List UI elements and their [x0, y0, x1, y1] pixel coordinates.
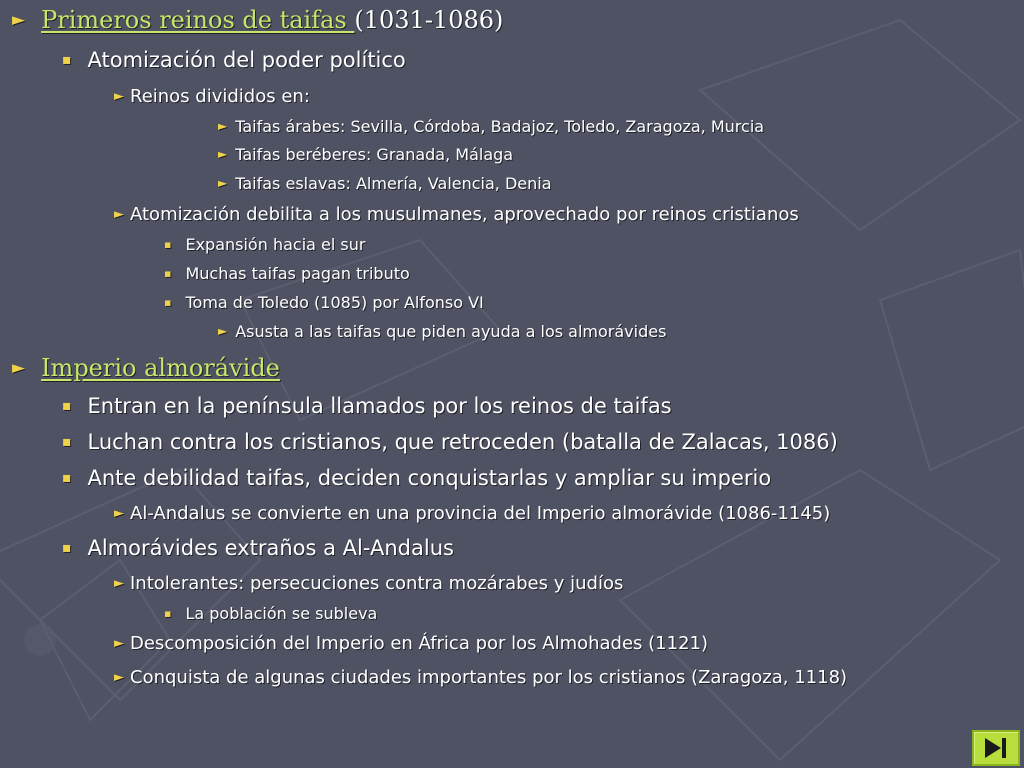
square-bullet-icon: ▪ — [62, 52, 72, 68]
list-item — [218, 322, 666, 341]
list-item — [218, 174, 552, 193]
list-item-text: Conquista de algunas ciudades importantes por los cristianos (Zaragoza, 1118) — [130, 667, 848, 688]
list-item — [218, 145, 513, 164]
square-bullet-icon: ▪ — [164, 267, 172, 280]
list-item-text: Toma de Toledo (1085) por Alfonso VI — [185, 293, 484, 312]
list-item — [62, 536, 454, 560]
list-item — [164, 264, 410, 283]
square-bullet-icon: ▪ — [62, 434, 72, 450]
list-item-text: Atomización del poder político — [87, 48, 406, 72]
list-item-text: Muchas taifas pagan tributo — [185, 264, 410, 283]
list-item-text: Asusta a las taifas que piden ayuda a los almorávides — [235, 322, 667, 341]
list-item — [164, 235, 365, 254]
list-item-text: La población se subleva — [185, 604, 378, 623]
list-item-text: Descomposición del Imperio en África por los Almohades (1121) — [130, 633, 709, 654]
arrow-bullet-icon: ► — [218, 119, 228, 133]
list-item — [62, 430, 838, 454]
square-bullet-icon: ▪ — [164, 607, 172, 620]
square-bullet-icon: ▪ — [164, 238, 172, 251]
arrow-bullet-icon: ► — [114, 89, 124, 104]
arrow-bullet-icon: ► — [12, 10, 26, 30]
square-bullet-icon: ▪ — [62, 398, 72, 414]
list-item — [164, 293, 484, 312]
list-item — [164, 604, 377, 623]
list-item-text: Intolerantes: persecuciones contra mozárabes y judíos — [130, 573, 624, 594]
arrow-bullet-icon: ► — [114, 506, 124, 521]
list-item — [114, 86, 310, 107]
arrow-bullet-icon: ► — [218, 147, 228, 161]
arrow-bullet-icon: ► — [218, 176, 228, 190]
list-item — [114, 204, 799, 225]
list-item-text: Taifas árabes: Sevilla, Córdoba, Badajoz, Toledo, Zaragoza, Murcia — [235, 117, 765, 136]
list-item-text: Reinos divididos en: — [130, 86, 310, 107]
list-item-text: Taifas eslavas: Almería, Valencia, Denia — [235, 174, 552, 193]
list-item-text: Entran en la península llamados por los reinos de taifas — [87, 394, 672, 418]
list-item-text: Expansión hacia el sur — [185, 235, 366, 254]
list-item — [62, 394, 672, 418]
list-item — [218, 117, 764, 136]
list-item — [62, 466, 771, 490]
arrow-bullet-icon: ► — [114, 207, 124, 222]
list-item-text: Almorávides extraños a Al-Andalus — [87, 536, 454, 560]
section-heading-taifas — [12, 6, 503, 34]
list-item — [114, 633, 708, 654]
section-dates: (1031-1086) — [354, 6, 504, 34]
arrow-bullet-icon: ► — [114, 636, 124, 651]
section-link-taifas[interactable]: Primeros reinos de taifas — [41, 6, 355, 34]
list-item — [114, 503, 830, 524]
section-link-almoravide[interactable]: Imperio almorávide — [41, 354, 280, 382]
list-item — [62, 48, 406, 72]
next-slide-button[interactable] — [972, 730, 1020, 766]
arrow-bullet-icon: ► — [114, 670, 124, 685]
arrow-bullet-icon: ► — [218, 324, 228, 338]
square-bullet-icon: ▪ — [62, 470, 72, 486]
list-item — [114, 667, 847, 688]
list-item-text: Al-Andalus se convierte en una provincia del Imperio almorávide (1086-1145) — [130, 503, 831, 524]
list-item-text: Atomización debilita a los musulmanes, aprovechado por reinos cristianos — [130, 204, 799, 225]
square-bullet-icon: ▪ — [62, 540, 72, 556]
list-item-text: Taifas beréberes: Granada, Málaga — [235, 145, 514, 164]
list-item-text: Luchan contra los cristianos, que retroceden (batalla de Zalacas, 1086) — [87, 430, 838, 454]
list-item-text: Ante debilidad taifas, deciden conquistarlas y ampliar su imperio — [87, 466, 772, 490]
square-bullet-icon: ▪ — [164, 296, 172, 309]
arrow-bullet-icon: ► — [12, 358, 26, 378]
section-heading-almoravide — [12, 354, 280, 382]
skip-end-icon — [981, 735, 1011, 761]
list-item — [114, 573, 623, 594]
arrow-bullet-icon: ► — [114, 576, 124, 591]
